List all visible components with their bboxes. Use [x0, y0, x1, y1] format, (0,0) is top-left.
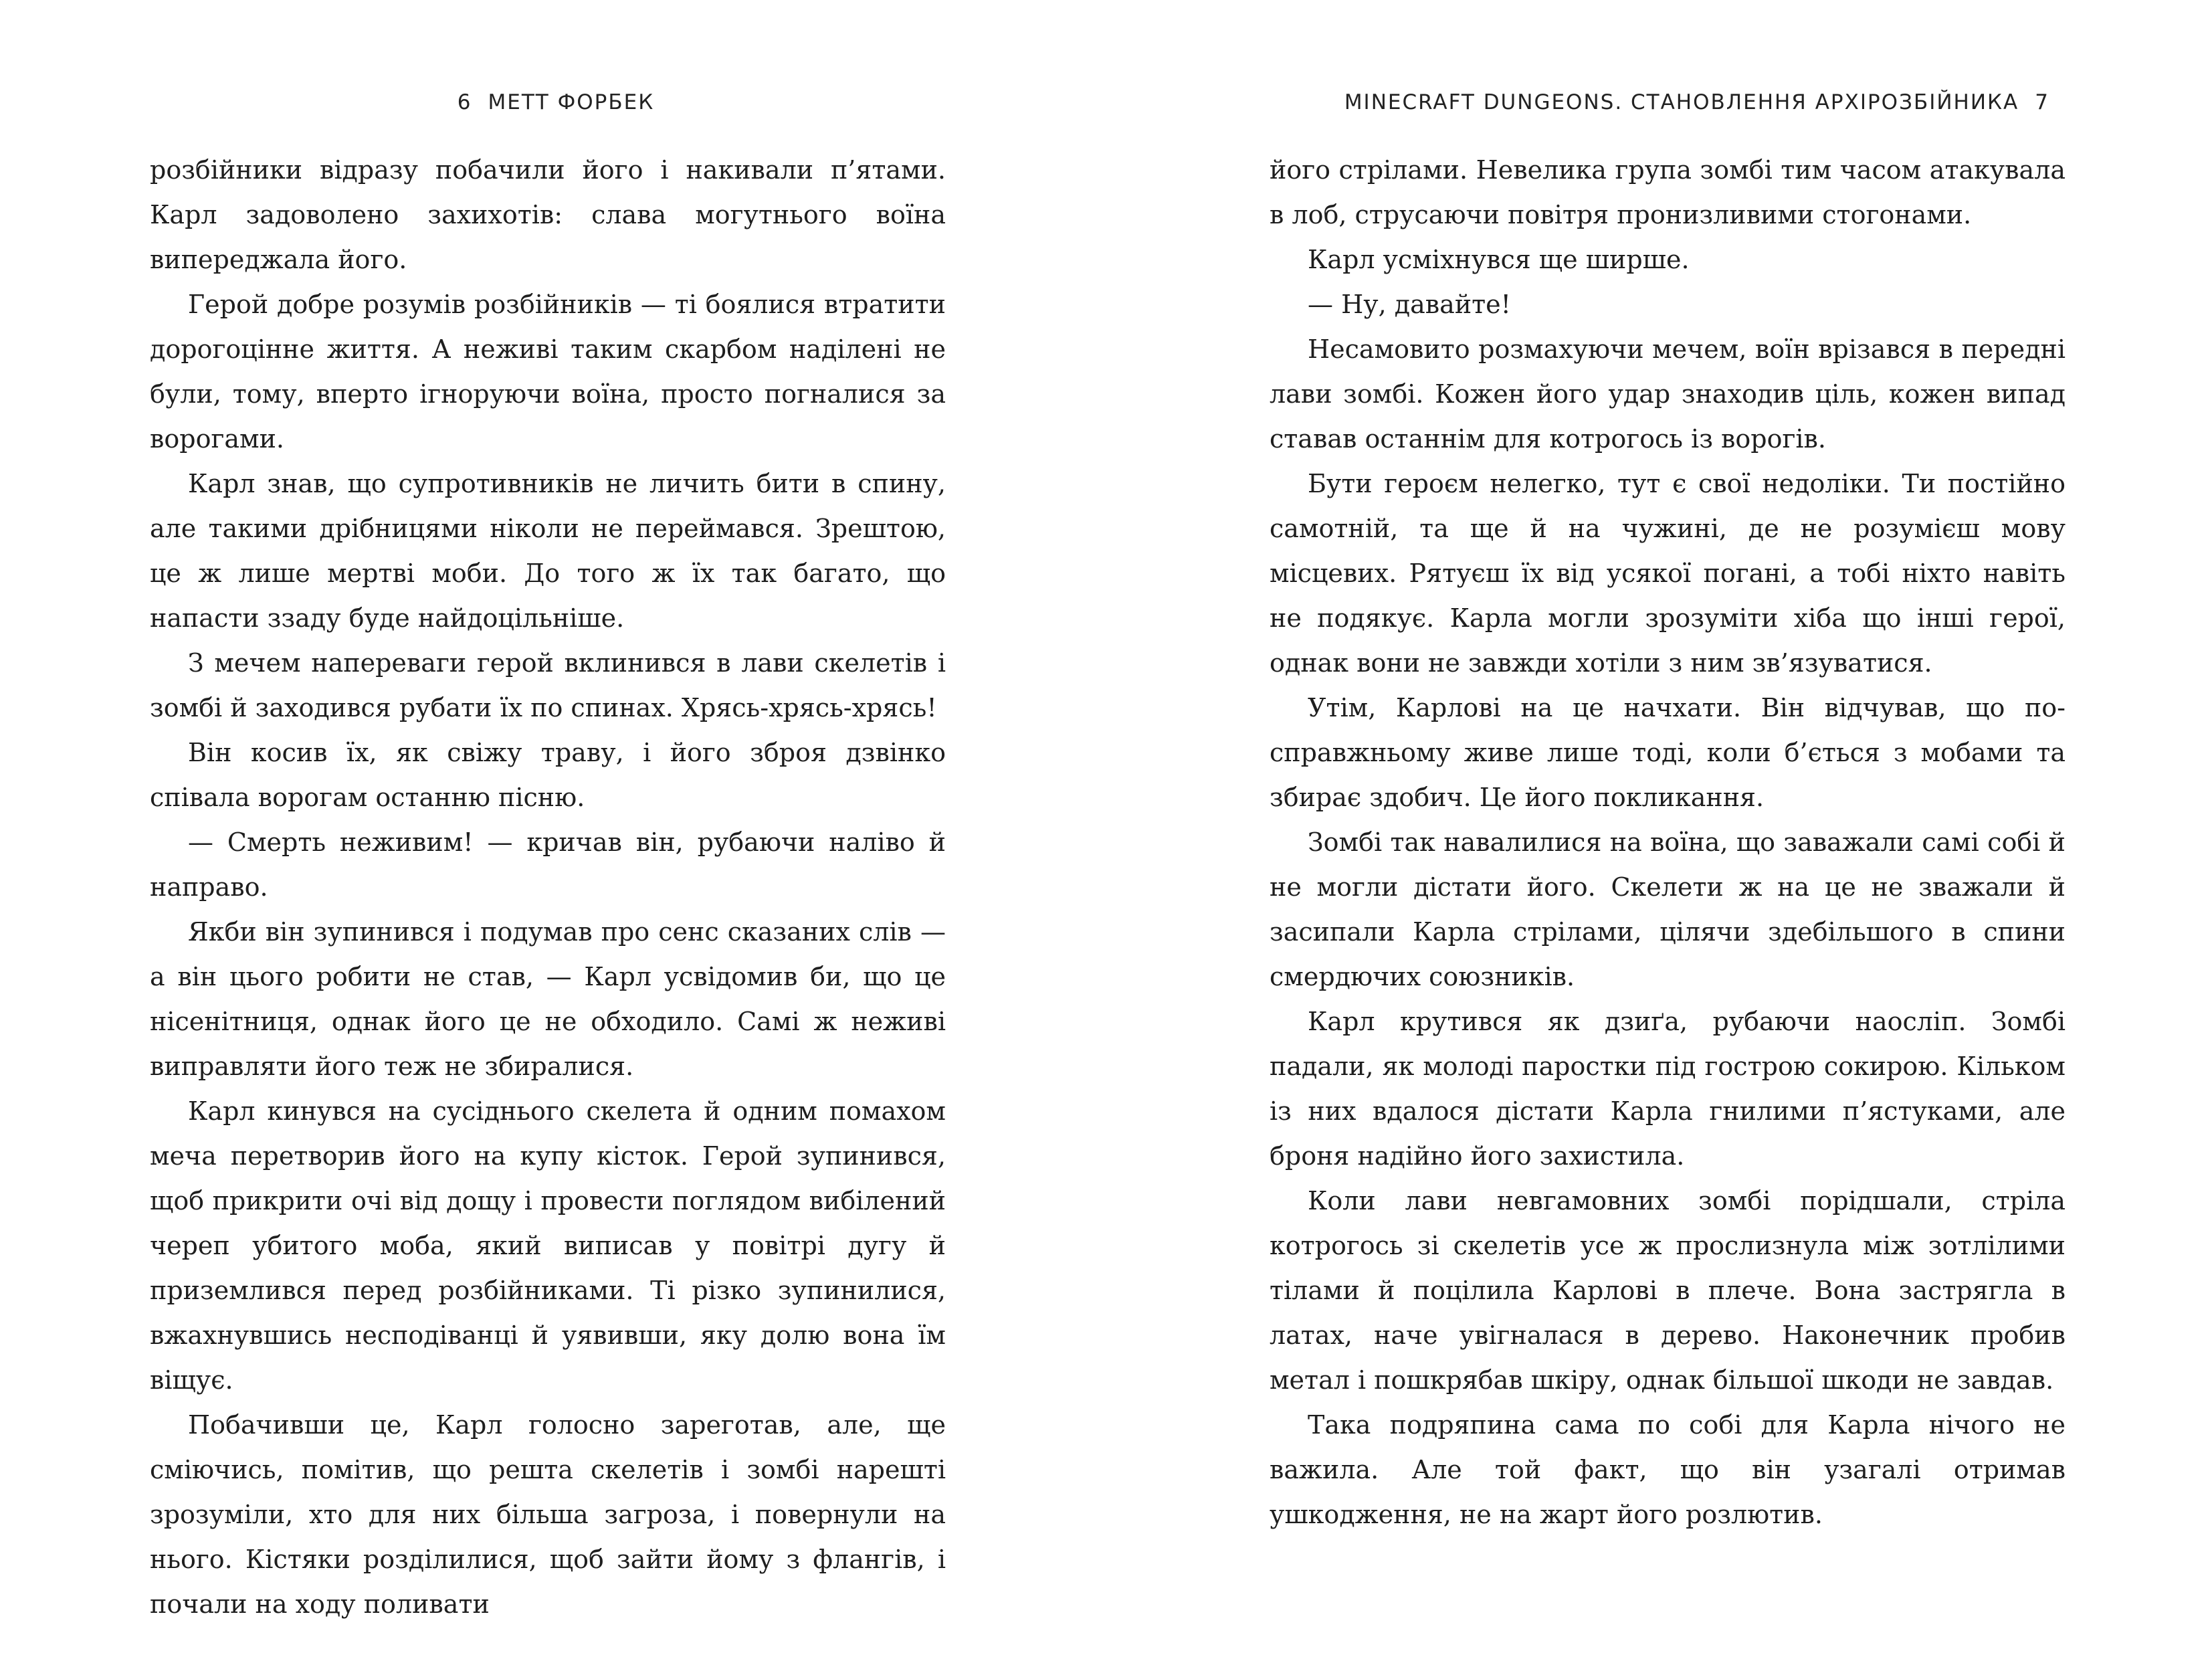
left-page-number: 6: [457, 90, 472, 114]
right-page-text: [1270, 148, 2066, 1537]
right-running-head: [1270, 86, 2066, 119]
paragraph: Несамовито розмахуючи мечем, воїн врізався в передні лави зомбі. Кожен його удар знаходив ціль, кожен випад ставав останнім для котрогось із ворогів.: [1270, 334, 2066, 454]
paragraph: Зомбі так навалилися на воїна, що заважали самі собі й не могли дістати його. Скелети ж на це не зважали й засипали Карла стрілами, цілячи здебільшого в спини смердючих союзників.: [1270, 827, 2066, 991]
paragraph: Бути героєм нелегко, тут є свої недоліки. Ти постійно самотній, та ще й на чужині, де не розумієш мову місцевих. Рятуєш їх від усякої погані, а тобі ніхто навіть не подякує. Карла могли зрозуміти хіба що інші герої, однак вони не завжди хотіли з ним зв’язуватися.: [1270, 469, 2066, 678]
paragraph: Побачивши це, Карл голосно зареготав, але, ще сміючись, помітив, що решта скелетів і зомбі нарешті зрозуміли, хто для них більша загроза, і повернули на нього. Кістяки розділилися, щоб зайти йому з флангів, і почали на ходу поливати: [150, 1410, 946, 1619]
paragraph: — Смерть неживим! — кричав він, рубаючи наліво й направо.: [150, 827, 946, 902]
right-page-number: 7: [2035, 90, 2049, 114]
paragraph: Карл кинувся на сусіднього скелета й одним помахом меча перетворив його на купу кісток. Герой зупинився, щоб прикрити очі від дощу і провести поглядом вибілений череп убитого моба, який виписав у повітрі дугу й приземлився перед розбійниками. Ті різко зупинилися, вжахнувшись несподіванці й уявивши, яку долю вона їм віщує.: [150, 1096, 946, 1395]
paragraph: Коли лави невгамовних зомбі порідшали, стріла котрогось зі скелетів усе ж прослизнула між зотлілими тілами й поцілила Карлові в плече. Вона застрягла в латах, наче увігналася в дерево. Наконечник пробив метал і пошкрябав шкіру, однак більшої шкоди не завдав.: [1270, 1186, 2066, 1395]
left-page: [150, 0, 946, 1659]
paragraph: його стрілами. Невелика група зомбі тим часом атакувала в лоб, струсаючи повітря пронизливими стогонами.: [1270, 155, 2066, 229]
paragraph: — Ну, давайте!: [1308, 290, 1511, 319]
left-running-head: [150, 86, 946, 119]
paragraph: З мечем напереваги герой вклинився в лави скелетів і зомбі й заходився рубати їх по спинах. Хрясь-хрясь-хрясь!: [150, 648, 946, 722]
paragraph: Карл знав, що супротивників не личить бити в спину, але такими дрібницями ніколи не переймався. Зрештою, це ж лише мертві моби. До того ж їх так багато, що напасти ззаду буде найдоцільніше.: [150, 469, 946, 633]
left-page-text: [150, 148, 946, 1627]
paragraph: Карл усміхнувся ще ширше.: [1308, 245, 1690, 274]
paragraph: Така подряпина сама по собі для Карла нічого не важила. Але той факт, що він узагалі отримав ушкодження, не на жарт його розлютив.: [1270, 1410, 2066, 1529]
paragraph: Він косив їх, як свіжу траву, і його зброя дзвінко співала ворогам останню пісню.: [150, 738, 946, 812]
right-page: [1270, 0, 2066, 1659]
paragraph: розбійники відразу побачили його і накивали п’ятами. Карл задоволено захихотів: слава могутнього воїна випереджала його.: [150, 155, 946, 274]
right-header-title: MINECRAFT DUNGEONS. СТАНОВЛЕННЯ АРХІРОЗБІЙНИКА: [1344, 90, 2019, 114]
paragraph: Карл крутився як дзиґа, рубаючи наосліп. Зомбі падали, як молоді паростки під гострою сокирою. Кільком із них вдалося дістати Карла гнилими п’ястуками, але броня надійно його захистила.: [1270, 1007, 2066, 1171]
paragraph: Якби він зупинився і подумав про сенс сказаних слів — а він цього робити не став, — Карл усвідомив би, що це нісенітниця, однак його це не обходило. Самі ж неживі виправляти його теж не збиралися.: [150, 917, 946, 1081]
left-header-author: МЕТТ ФОРБЕК: [488, 90, 655, 114]
paragraph: Герой добре розумів розбійників — ті боялися втратити дорогоцінне життя. А неживі таким скарбом наділені не були, тому, вперто ігноруючи воїна, просто погналися за ворогами.: [150, 290, 946, 454]
paragraph: Утім, Карлові на це начхати. Він відчував, що по-справжньому живе лише тоді, коли б’ється з мобами та збирає здобич. Це його покликання.: [1270, 693, 2066, 812]
